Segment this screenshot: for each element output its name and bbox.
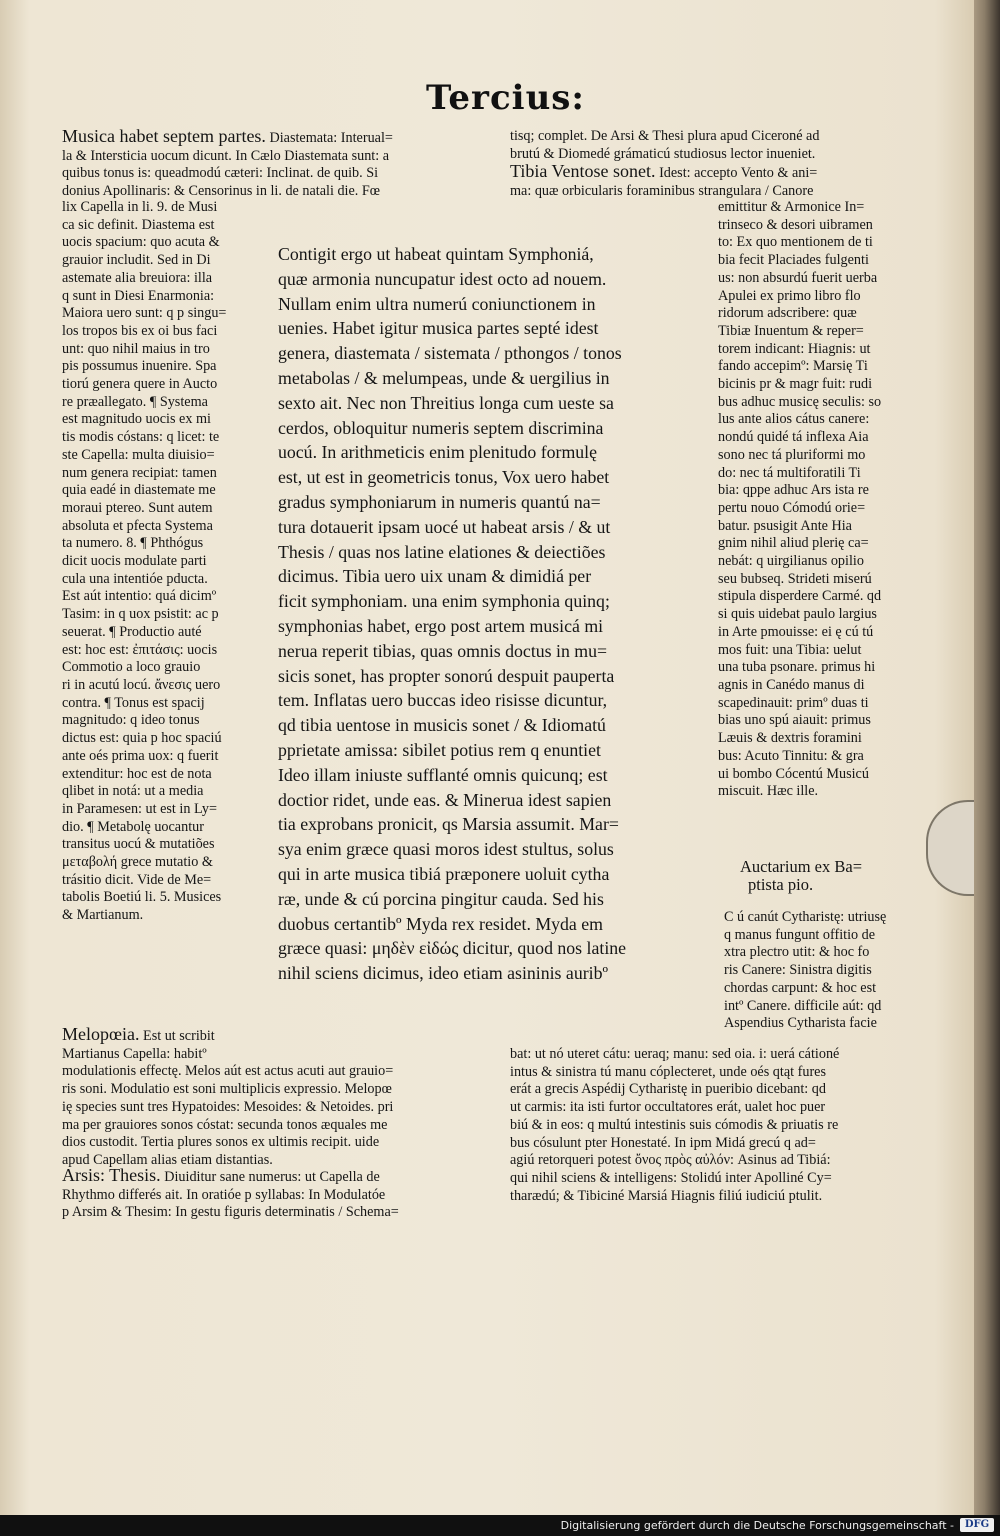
text-line: scapedinauit: primº duas ti: [718, 694, 869, 711]
text-line: sya enim græce quasi moros idest stultus, solus: [278, 839, 614, 860]
text-line: pprietate amissa: sibilet potius rem q enuntiet: [278, 739, 601, 760]
footer-credit: Digitalisierung gefördert durch die Deutsche Forschungsgemeinschaft -: [560, 1519, 954, 1532]
top-right-block: [510, 128, 930, 201]
text-line: re præallegato. ¶ Systema: [62, 393, 208, 410]
left-commentary-column: [62, 199, 272, 925]
text-line: quæ armonia nuncupatur idest octo ad nouem.: [278, 268, 607, 289]
text-line: tis modis cóstans: q licet: te: [62, 429, 220, 446]
text-line: los tropos bis ex oi bus faci: [62, 322, 218, 339]
running-head: Tercius:: [426, 78, 585, 118]
text-line: si quis uidebat paulo largius: [718, 606, 877, 623]
text-line: C ú canút Cytharistę: utriusę: [724, 909, 887, 925]
text-line: ris soni. Modulatio est soni multiplicis expressio. Melopœ: [62, 1081, 392, 1098]
text-line: biú & in eos: q multú intestinis suis cómodis & priuatis re: [510, 1116, 839, 1133]
text-line: qui in arte musica tibiá præponere uoluit cytha: [278, 863, 610, 884]
auctarium-heading: ptista pio.: [748, 874, 814, 894]
text-line: ste Capella: multa diuisio=: [62, 446, 215, 463]
text-line: dio. ¶ Metabolę uocantur: [62, 818, 204, 835]
text-line: tisq; complet. De Arsi & Thesi plura apud Ciceroné ad: [510, 128, 820, 144]
text-line: tabolis Boetiú li. 5. Musices: [62, 889, 222, 906]
text-line: nondú quidé tá inflexa Aia: [718, 429, 869, 446]
text-line: torem indicant: Hiagnis: ut: [718, 340, 871, 357]
text-line: sexto ait. Nec non Threitius longa cum ueste sa: [278, 392, 614, 413]
text-line: trinseco & desori uibramen: [718, 216, 873, 233]
text-line: Ideo illam iniuste sufflanté omnis quicunq; est: [278, 764, 608, 785]
text-line: Contigit ergo ut habeat quintam Symphoniá,: [278, 244, 594, 264]
text-line: Læuis & dextris foramini: [718, 730, 862, 747]
text-line: ris Canere: Sinistra digitis: [724, 962, 872, 979]
text-line: est: hoc est: ἐπιτάσις: uocis: [62, 641, 218, 658]
text-line: pis possumus inuenire. Spa: [62, 358, 217, 375]
text-line: sono nec tá pluriformi mo: [718, 446, 866, 463]
text-line: apud Capellam alias etiam distantias.: [62, 1151, 273, 1168]
text-line: nerua reperit tibias, quas omnis doctus in mu=: [278, 640, 608, 661]
section-label-musica: Musica habet septem partes.: [62, 126, 266, 146]
text-line: ut carmis: ita isti furtor occultatores erát, ualet hoc puer: [510, 1099, 826, 1116]
text-line: Martianus Capella: habitº: [62, 1045, 207, 1062]
text-line: la & Intersticia uocum dicunt. In Cælo Diastemata sunt: a: [62, 147, 390, 164]
section-label-melopoeia: Melopœia.: [62, 1024, 140, 1044]
text-line: bia fecit Placiades fulgenti: [718, 252, 869, 269]
text-line: donius Apollinaris: & Censorinus in li. de natali die. Fœ: [62, 183, 381, 200]
digitization-footer: [0, 1515, 1000, 1536]
text-line: cula una intentióe pducta.: [62, 570, 208, 587]
text-line: lix Capella in li. 9. de Musi: [62, 199, 218, 215]
text-line: Diuiditur sane numerus: ut Capella de: [160, 1169, 380, 1185]
text-line: bus adhuc musicę seculis: so: [718, 393, 882, 410]
text-line: dios custodit. Tertia plures sonos ex ultimis recipit. uide: [62, 1134, 380, 1151]
text-line: gradus symphoniarum in numeris quantú na=: [278, 491, 601, 512]
text-line: miscuit. Hæc ille.: [718, 783, 819, 800]
text-line: Thesis / quas nos latine elationes & deiectiões: [278, 541, 606, 562]
text-line: trásitio dicit. Vide de Me=: [62, 871, 212, 888]
text-line: tem. Inflatas uero buccas ideo risisse dicuntur,: [278, 690, 608, 711]
text-line: to: Ex quo mentionem de ti: [718, 234, 873, 251]
text-line: uocú. In arithmeticis enim plenitudo formulę: [278, 442, 597, 463]
text-line: duobus certantibº Myda rex residet. Myda em: [278, 913, 603, 934]
text-line: xtra plectro utit: & hoc fo: [724, 944, 870, 961]
text-line: bat: ut nó uteret cátu: ueraq; manu: sed oia. i: uerá cátioné: [510, 1046, 840, 1062]
text-line: bus: Acuto Tinnitu: & gra: [718, 747, 864, 764]
text-line: ma per grauiores sonos cóstat: secunda tonos æquales me: [62, 1116, 388, 1133]
text-line: qui nihil sciens & intelligens: Stolidú inter Apolliné Cy=: [510, 1169, 832, 1186]
text-line: Nullam enim ultra numerú coniunctionem in: [278, 293, 596, 314]
text-line: absoluta et pfecta Systema: [62, 517, 213, 534]
text-line: est magnitudo uocis ex mi: [62, 411, 211, 428]
text-line: contra. ¶ Tonus est spacij: [62, 694, 205, 711]
text-line: Tibiæ Inuentum & reper=: [718, 322, 864, 339]
text-line: ma: quæ orbicularis foraminibus strangulara / Canore: [510, 183, 814, 200]
text-line: modulationis effectę. Melos aút est actus acuti aut grauio=: [62, 1063, 394, 1080]
bottom-right-block: [510, 1046, 935, 1205]
text-line: do: nec tá multiforatili Ti: [718, 464, 861, 481]
text-line: seuerat. ¶ Productio auté: [62, 623, 202, 640]
text-line: uocis spacium: quo acuta &: [62, 234, 220, 251]
text-line: μεταβολή grece mutatio &: [62, 854, 213, 871]
text-line: extenditur: hoc est de nota: [62, 765, 212, 782]
text-line: qlibet in notá: ut a media: [62, 783, 204, 800]
text-line: in Paramesen: ut est in Ly=: [62, 800, 217, 817]
text-line: lus ante alios cátus canere:: [718, 411, 870, 428]
text-line: Idest: accepto Vento & ani=: [655, 165, 818, 182]
text-line: agiú retorqueri potest ὄνος πρὸς αὐλόν: Asinus ad Tibiá:: [510, 1152, 831, 1169]
arsis-block: [62, 1167, 512, 1222]
text-line: gnim nihil aliud plerię ca=: [718, 535, 869, 552]
text-line: Apulei ex primo libro flo: [718, 287, 861, 304]
text-line: cerdos, obloquitur numeris septem discrimina: [278, 417, 604, 438]
text-line: unt: quo nihil maius in tro: [62, 340, 210, 357]
text-line: est, ut est in geometricis tonus, Vox uero habet: [278, 467, 610, 488]
text-line: erát a grecis Aspédij Cytharistę in pueribio dicebant: qd: [510, 1081, 826, 1098]
text-line: Est aút intentio: quá dicimº: [62, 588, 217, 605]
melopoeia-block: [62, 1026, 512, 1170]
text-line: Commotio a loco grauio: [62, 659, 201, 676]
text-line: Diastemata: Interual=: [265, 130, 393, 146]
text-line: ante oés prima uox: q fuerit: [62, 747, 219, 764]
text-line: bicinis pr & magr fuit: rudi: [718, 376, 873, 393]
text-line: Est ut scribit: [139, 1028, 215, 1044]
text-line: bus cósulunt pter Honestaté. In ipm Midá grecú q ad=: [510, 1134, 816, 1151]
text-line: Tasim: in q uox psistit: ac p: [62, 606, 219, 623]
text-line: doctior ridet, unde eas. & Minerua idest sapien: [278, 789, 612, 810]
text-line: num genera recipiat: tamen: [62, 464, 217, 481]
text-line: dictus est: quia p hoc spaciú: [62, 730, 222, 747]
text-line: dicimus. Tibia uero uix unam & dimidiá per: [278, 566, 592, 587]
text-line: pertu nouo Cómodú orie=: [718, 499, 866, 516]
text-line: una tuba psonare. primus hi: [718, 659, 876, 676]
auctarium-text: [724, 909, 934, 1033]
text-line: tia exprobans pronicit, qs Marsia assumit. Mar=: [278, 814, 619, 835]
text-line: moraui ptereo. Sunt autem: [62, 499, 213, 516]
text-line: qd tibia uentose in musicis sonet / & Idiomatú: [278, 715, 606, 736]
section-label-tibia: Tibia Ventose sonet.: [510, 161, 656, 182]
text-line: magnitudo: q ideo tonus: [62, 712, 200, 729]
text-line: fando accepimº: Marsię Ti: [718, 358, 868, 375]
book-edge: [974, 0, 1000, 1515]
text-line: tharædú; & Tibiciné Marsiá Hiagnis filiú iudiciú ptulit.: [510, 1187, 823, 1204]
text-line: sicis sonet, has propter sonorú despuit pauperta: [278, 665, 615, 686]
text-line: nihil sciens dicimus, ideo etiam asininis auribº: [278, 963, 608, 984]
text-line: ca sic definit. Diastema est: [62, 216, 215, 233]
text-line: dicit uocis modulate parti: [62, 553, 207, 570]
text-line: chordas carpunt: & hoc est: [724, 979, 877, 996]
top-left-block: [62, 128, 512, 201]
text-line: in Arte pmouisse: ei ę cú tú: [718, 623, 874, 640]
text-line: bias uno spú aiauit: primus: [718, 712, 871, 729]
text-line: quibus tonus is: queadmodú cæteri: Inclinat. de quib. Si: [62, 165, 379, 182]
text-line: ię species sunt tres Hypatoides: Mesoides: & Netoides. pri: [62, 1098, 394, 1115]
text-line: intus & sinistra tú manu cóplecteret, unde oés qtąt fures: [510, 1063, 826, 1080]
text-line: uenies. Habet igitur musica partes septé idest: [278, 318, 599, 339]
text-line: ficit symphoniam. una enim symphonia quinq;: [278, 591, 610, 612]
text-line: us: non absurdú fuerit uerba: [718, 269, 878, 286]
text-line: nebát: q uirgilianus opilio: [718, 553, 864, 570]
text-line: batur. psusigit Ante Hia: [718, 517, 852, 534]
text-line: Aspendius Cytharista facie: [724, 1015, 877, 1032]
auctarium-heading: Auctarium ex Ba=: [740, 857, 863, 876]
text-line: transitus uocú & mutatiões: [62, 836, 215, 853]
text-line: mos fuit: una Tibia: uelut: [718, 641, 862, 658]
text-line: agnis in Canédo manus di: [718, 676, 865, 693]
text-line: ræ, unde & cú porcina pingitur cauda. Sed his: [278, 888, 604, 909]
text-line: ri in acutú locú. ἄνεσις uero: [62, 676, 221, 693]
text-line: quia eadé in diastemate me: [62, 482, 216, 499]
text-line: ridorum adscribere: quæ: [718, 305, 857, 322]
main-text-column: [278, 242, 712, 986]
text-line: stipula disperdere Carmé. qd: [718, 588, 882, 605]
section-label-arsis: Arsis: Thesis.: [62, 1165, 161, 1185]
text-line: symphonias habet, ergo post artem musicá mi: [278, 615, 604, 636]
text-line: Rhythmo differés ait. In oratióe p syllabas: In Modulatóe: [62, 1186, 386, 1203]
text-line: Maiora uero sunt: q p singu=: [62, 305, 227, 322]
text-line: q manus fungunt offitio de: [724, 926, 876, 943]
text-line: brutú & Diomedé grámaticú studiosus lector inueniet.: [510, 145, 816, 162]
text-line: genera, diastemata / sistemata / pthongos / tonos: [278, 343, 622, 364]
text-line: & Martianum.: [62, 907, 144, 924]
text-line: ui bombo Cócentú Musicú: [718, 765, 869, 782]
text-line: metabolas / & melumpeas, unde & uergilius in: [278, 367, 610, 388]
text-line: intº Canere. difficile aút: qd: [724, 997, 882, 1014]
text-line: emittitur & Armonice In=: [718, 199, 865, 215]
text-line: græce quasi: μηδὲν εἰδώς dicitur, quod nos latine: [278, 938, 627, 959]
text-line: bia: qppe adhuc Ars ista re: [718, 482, 869, 499]
text-line: grauior includit. Sed in Di: [62, 252, 211, 269]
text-line: ta numero. 8. ¶ Phthógus: [62, 535, 204, 552]
auctarium-block: [740, 858, 935, 893]
text-line: tura dotauerit ipsam uocé ut habeat arsis / & ut: [278, 516, 611, 537]
text-line: astemate alia breuiora: illa: [62, 269, 213, 286]
text-line: seu bubseq. Strideti miserú: [718, 570, 872, 587]
right-commentary-column: [718, 199, 933, 801]
text-line: q sunt in Diesi Enarmonia:: [62, 287, 215, 304]
dfg-logo: DFG: [960, 1518, 994, 1532]
text-line: p Arsim & Thesim: In gestu figuris determinatis / Schema=: [62, 1204, 399, 1221]
text-line: tiorú genera quere in Aucto: [62, 376, 218, 393]
